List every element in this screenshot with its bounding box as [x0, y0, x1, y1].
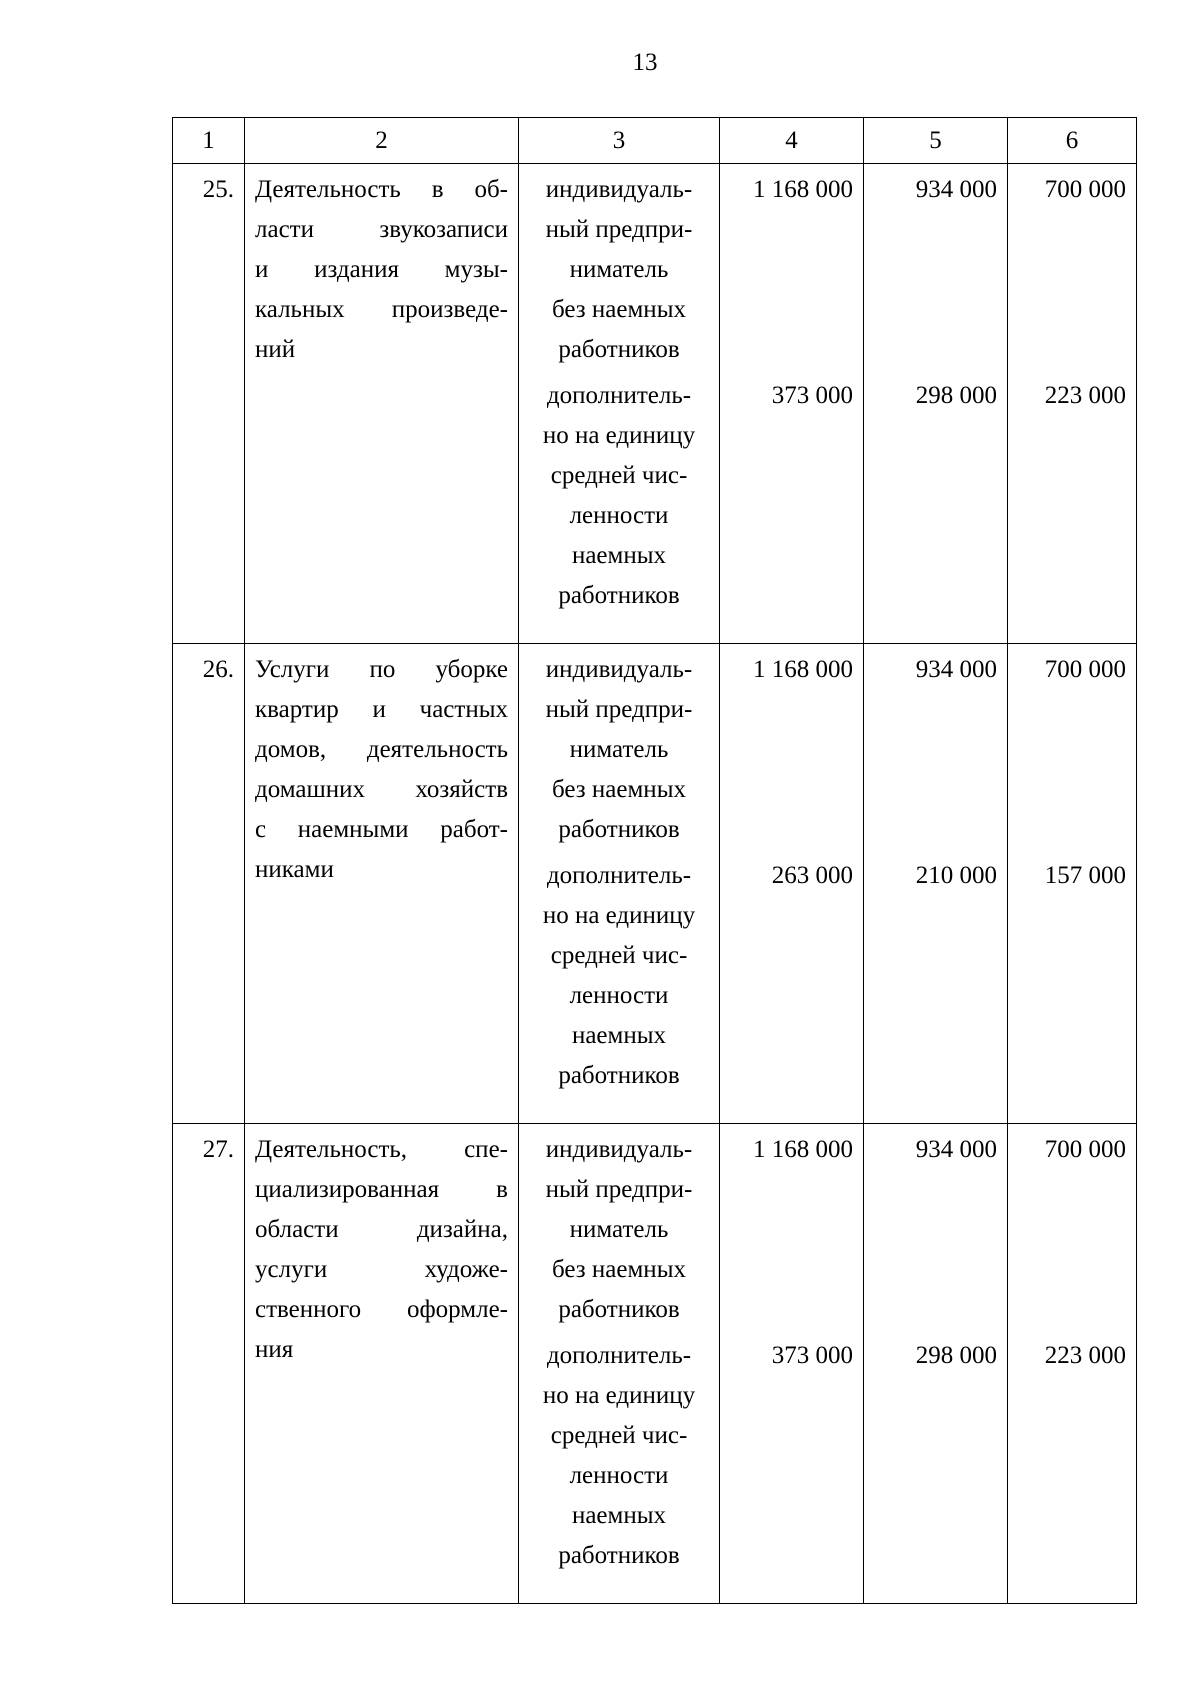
category-line: ный предпри-	[545, 696, 693, 723]
description-line: никами	[255, 856, 334, 883]
row-number: 25.	[173, 164, 245, 644]
category-line: ленности	[569, 502, 669, 529]
category-line: дополнитель-	[546, 382, 692, 409]
category-line: работников	[558, 1062, 680, 1089]
description-line: Деятельность, спе-	[255, 1136, 508, 1163]
value-col-4: 373 000	[720, 370, 864, 644]
value-col-4: 1 168 000	[720, 644, 864, 851]
value-col-4: 373 000	[720, 1330, 864, 1604]
description-line: с наемными работ-	[255, 816, 508, 843]
category-line: но на единицу	[542, 422, 696, 449]
table-row	[173, 1124, 1137, 1331]
header-cell: 6	[1008, 118, 1137, 164]
category-line: дополнитель-	[546, 1342, 692, 1369]
category-line: ный предпри-	[545, 216, 693, 243]
description-line: Деятельность в об-	[255, 176, 508, 203]
category-line: но на единицу	[542, 1382, 696, 1409]
value-col-4: 1 168 000	[720, 1124, 864, 1331]
header-row	[173, 118, 1137, 164]
description-line: ласти звукозаписи	[255, 216, 508, 243]
category-line: средней чис-	[550, 942, 688, 969]
value-col-6: 700 000	[1008, 164, 1137, 371]
value-col-5: 298 000	[864, 370, 1008, 644]
taxpayer-category	[519, 370, 720, 644]
description-line: и издания музы-	[255, 256, 508, 283]
category-line: дополнитель-	[546, 862, 692, 889]
description-line: ния	[255, 1336, 294, 1363]
value-col-5: 934 000	[864, 164, 1008, 371]
value-col-6: 700 000	[1008, 644, 1137, 851]
description-line: кальных произведе-	[255, 296, 508, 323]
category-line: работников	[558, 816, 680, 843]
category-line: средней чис-	[550, 462, 688, 489]
category-line: наемных	[571, 542, 667, 569]
category-line: ленности	[569, 1462, 669, 1489]
header-cell: 4	[720, 118, 864, 164]
activity-description	[245, 164, 519, 644]
taxpayer-category	[519, 1124, 720, 1331]
value-col-4: 263 000	[720, 850, 864, 1124]
category-line: работников	[558, 336, 680, 363]
value-col-5: 934 000	[864, 644, 1008, 851]
taxpayer-category	[519, 644, 720, 851]
description-line: Услуги по уборке	[255, 656, 508, 683]
category-line: работников	[558, 1296, 680, 1323]
row-number: 27.	[173, 1124, 245, 1604]
value-col-5: 210 000	[864, 850, 1008, 1124]
table-row	[173, 164, 1137, 371]
rates-table	[172, 117, 1137, 1604]
page-number: 13	[632, 49, 658, 76]
category-line: работников	[558, 1542, 680, 1569]
description-line: области дизайна,	[255, 1216, 508, 1243]
value-col-6: 223 000	[1008, 1330, 1137, 1604]
category-line: ленности	[569, 982, 669, 1009]
category-line: без наемных	[552, 1256, 686, 1283]
category-line: работников	[558, 582, 680, 609]
description-line: домов, деятельность	[255, 736, 508, 763]
value-col-5: 298 000	[864, 1330, 1008, 1604]
taxpayer-category	[519, 164, 720, 371]
category-line: без наемных	[552, 296, 686, 323]
description-line: ственного оформле-	[255, 1296, 508, 1323]
header-cell: 3	[519, 118, 720, 164]
value-col-6: 157 000	[1008, 850, 1137, 1124]
description-line: домашних хозяйств	[255, 776, 508, 803]
category-line: без наемных	[552, 776, 686, 803]
description-line: ний	[255, 336, 296, 363]
category-line: ниматель	[569, 1216, 669, 1243]
category-line: наемных	[571, 1022, 667, 1049]
category-line: индивидуаль-	[545, 176, 693, 203]
value-col-5: 934 000	[864, 1124, 1008, 1331]
category-line: ниматель	[569, 256, 669, 283]
description-line: квартир и частных	[255, 696, 508, 723]
header-cell: 2	[245, 118, 519, 164]
category-line: ный предпри-	[545, 1176, 693, 1203]
activity-description	[245, 644, 519, 1124]
category-line: индивидуаль-	[545, 656, 693, 683]
value-col-4: 1 168 000	[720, 164, 864, 371]
header-cell: 5	[864, 118, 1008, 164]
category-line: средней чис-	[550, 1422, 688, 1449]
table-row	[173, 644, 1137, 851]
category-line: индивидуаль-	[545, 1136, 693, 1163]
category-line: ниматель	[569, 736, 669, 763]
taxpayer-category	[519, 1330, 720, 1604]
description-line: циализированная в	[255, 1176, 508, 1203]
category-line: наемных	[571, 1502, 667, 1529]
row-number: 26.	[173, 644, 245, 1124]
taxpayer-category	[519, 850, 720, 1124]
activity-description	[245, 1124, 519, 1604]
header-cell: 1	[173, 118, 245, 164]
description-line: услуги художе-	[255, 1256, 508, 1283]
value-col-6: 223 000	[1008, 370, 1137, 644]
category-line: но на единицу	[542, 902, 696, 929]
value-col-6: 700 000	[1008, 1124, 1137, 1331]
